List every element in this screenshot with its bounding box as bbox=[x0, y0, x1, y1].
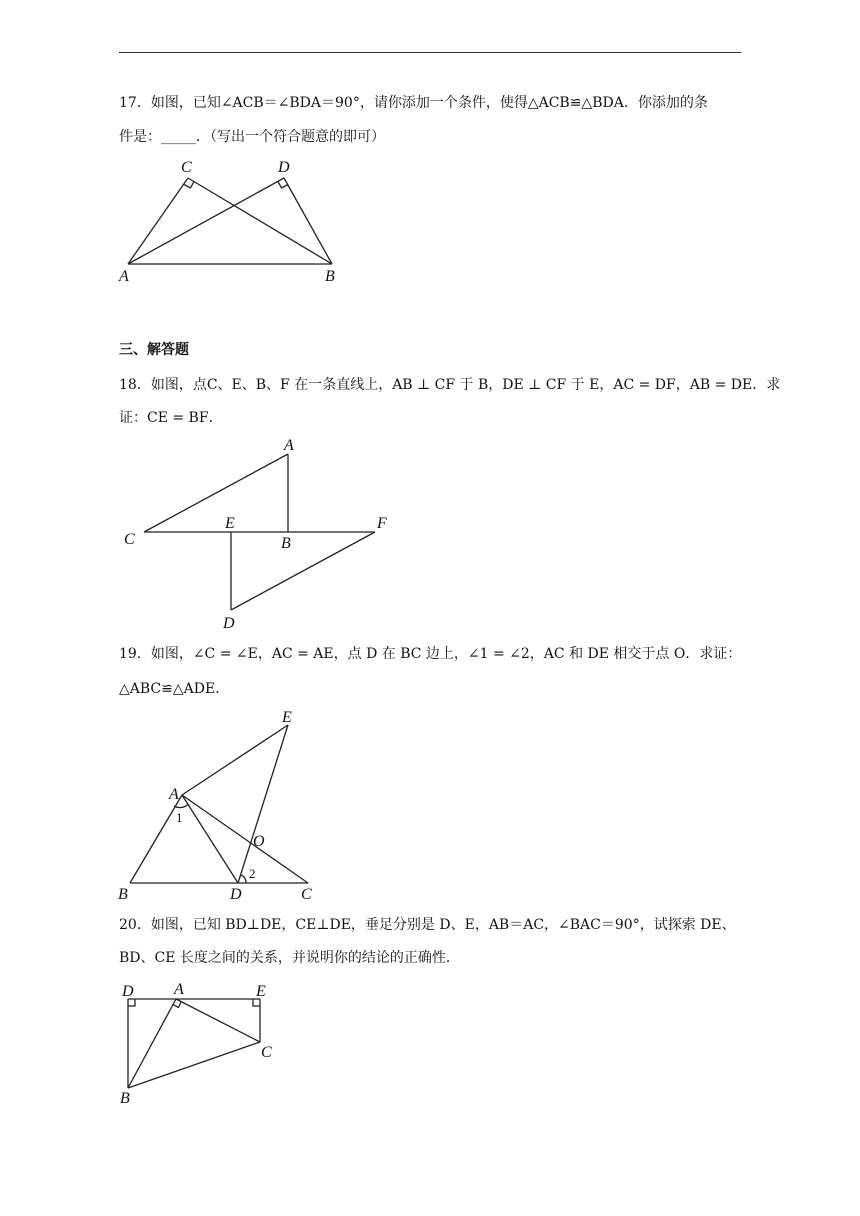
q20-text-line2: BD、CE 长度之间的关系，并说明你的结论的正确性． bbox=[119, 950, 460, 966]
q17-text-line2: 件是：_____．（写出一个符合题意的即可） bbox=[119, 129, 385, 145]
q17-label-A: A bbox=[119, 268, 129, 285]
q19-figure bbox=[110, 705, 330, 905]
q20-text-line1: 20．如图，已知 BD⊥DE，CE⊥DE，垂足分别是 D、E，AB＝AC，∠BAC＝90°，试探索 DE、 bbox=[119, 917, 736, 933]
q19-label-2: 2 bbox=[249, 866, 256, 881]
header-rule bbox=[119, 52, 741, 53]
q20-figure bbox=[110, 975, 290, 1110]
q18-label-E: E bbox=[225, 515, 235, 532]
q19-label-D: D bbox=[230, 886, 242, 903]
section-title: 三、解答题 bbox=[119, 342, 189, 358]
q18-text-line1: 18．如图，点C、E、B、F 在一条直线上，AB ⊥ CF 于 B，DE ⊥ CF 于 E，AC = DF，AB = DE．求 bbox=[119, 377, 781, 393]
q19-label-B: B bbox=[118, 886, 128, 903]
q17-label-B: B bbox=[325, 268, 335, 285]
q18-label-B: B bbox=[281, 535, 291, 552]
q18-label-C: C bbox=[124, 531, 135, 548]
q18-label-A: A bbox=[284, 437, 294, 454]
q20-label-E: E bbox=[256, 983, 266, 1000]
q18-label-D: D bbox=[223, 615, 235, 632]
q19-label-1: 1 bbox=[176, 810, 183, 825]
q17-label-D: D bbox=[278, 159, 290, 176]
q19-label-A: A bbox=[169, 786, 179, 803]
q18-figure bbox=[115, 432, 405, 632]
q19-label-C: C bbox=[301, 886, 312, 903]
q20-label-C: C bbox=[261, 1044, 272, 1061]
q19-label-O: O bbox=[253, 833, 265, 850]
q19-text-line2: △ABC≌△ADE． bbox=[119, 681, 230, 697]
q18-label-F: F bbox=[377, 515, 387, 532]
q20-label-D: D bbox=[122, 983, 134, 1000]
q19-label-E: E bbox=[282, 709, 292, 726]
q17-text-line1: 17．如图，已知∠ACB＝∠BDA＝90°，请你添加一个条件，使得△ACB≌△BDA．你添加的条 bbox=[119, 95, 708, 111]
q18-text-line2: 证：CE = BF． bbox=[119, 410, 223, 426]
q17-figure bbox=[110, 150, 360, 290]
q20-label-A: A bbox=[174, 981, 184, 998]
q20-label-B: B bbox=[120, 1090, 130, 1107]
q17-label-C: C bbox=[181, 159, 192, 176]
q19-text-line1: 19．如图，∠C = ∠E，AC = AE，点 D 在 BC 边上，∠1 = ∠2，AC 和 DE 相交于点 O．求证： bbox=[119, 646, 742, 662]
